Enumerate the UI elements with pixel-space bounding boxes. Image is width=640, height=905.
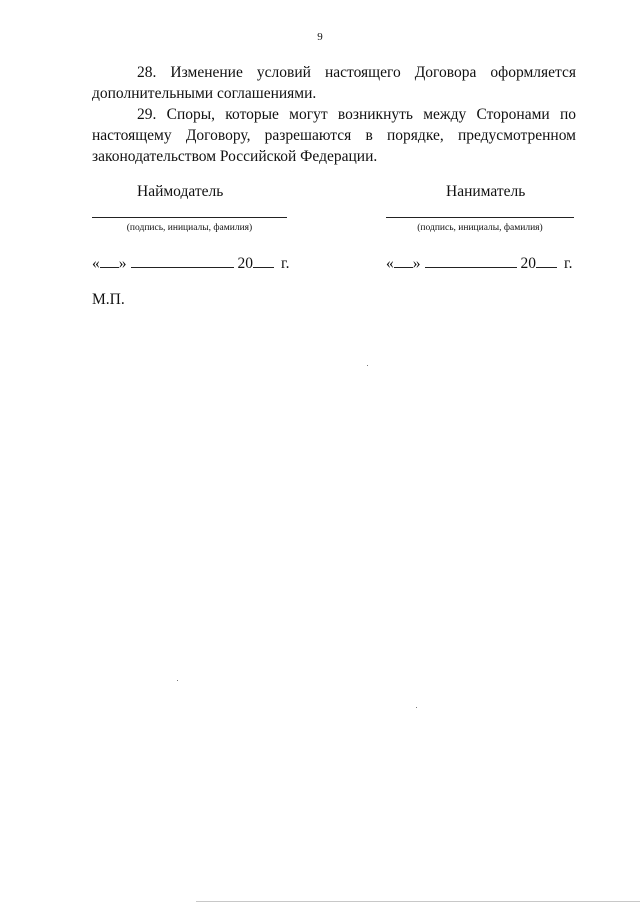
tenant-day-blank: [394, 253, 413, 268]
landlord-year-suffix: г.: [281, 255, 290, 272]
landlord-date-close-quote: »: [118, 255, 127, 272]
scan-speck: [416, 707, 417, 708]
landlord-month-blank: [131, 253, 234, 268]
tenant-title: Наниматель: [446, 183, 526, 200]
page-number: 9: [317, 31, 323, 43]
landlord-signature-caption: (подпись, инициалы, фамилия): [126, 223, 253, 233]
scan-speck: [177, 680, 178, 681]
stamp-place-label: М.П.: [92, 291, 125, 308]
scan-bottom-edge: [196, 901, 640, 902]
landlord-year-blank: [253, 253, 274, 268]
tenant-month-blank: [425, 253, 517, 268]
clause-28: 28. Изменение условий настоящего Договора оформляется дополнительными соглашениями.: [92, 64, 576, 102]
tenant-year-prefix: 20: [520, 255, 536, 272]
landlord-signature-line: [92, 217, 287, 218]
scan-speck: [367, 365, 368, 366]
landlord-day-blank: [100, 253, 119, 268]
tenant-date-close-quote: »: [412, 255, 421, 272]
tenant-year-suffix: г.: [564, 255, 573, 272]
clause-29: 29. Споры, которые могут возникнуть между Сторонами по настоящему Договору, разрешаются в порядке, предусмотренном законодательством Российской Федерации.: [92, 106, 576, 165]
tenant-year-blank: [536, 253, 557, 268]
landlord-date-open-quote: «: [92, 255, 100, 272]
landlord-title: Наймодатель: [137, 183, 224, 200]
tenant-signature-caption: (подпись, инициалы, фамилия): [417, 223, 543, 233]
tenant-date-open-quote: «: [386, 255, 394, 272]
tenant-date-row: [386, 253, 572, 273]
tenant-signature-line: [386, 217, 574, 218]
landlord-year-prefix: 20: [237, 255, 253, 272]
landlord-date-row: [92, 253, 289, 273]
